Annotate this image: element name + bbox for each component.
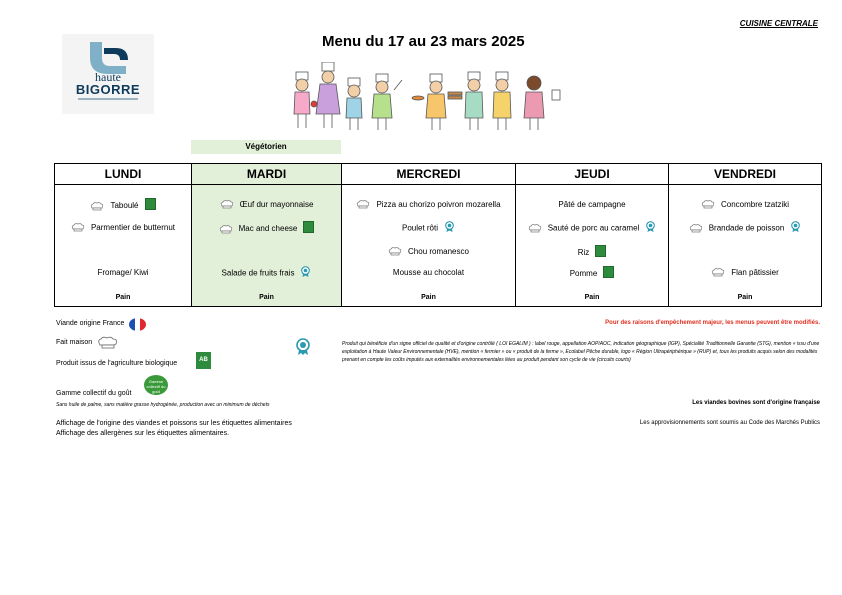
dish-name: Mousse au chocolat <box>392 268 465 277</box>
logo-text-haute: haute <box>95 70 121 84</box>
quality-sign-text: Produit qui bénéficie d'un signe officiel de qualité et d'origine contrôlé ( LOI EGALIM ) : label rouge, appellation AOP/AOC, indication géographique (IGP), Spécialité Traditionnelle Garantie (STG), mention « issu d'une exploitation à Haute Valeur Environnementale (HVE), mention « fermier » ou « produit de la ferme », Ecolabel Pêche durable, logo « Région Ultrapériphérique » (RUP) et, tous les produits acquis selon des modalités prenant en compte les coûts imputés aux externalités environnementales liées au produit pendant son cycle de vie (circuits courts) <box>342 341 820 363</box>
chef-hat-icon <box>356 200 370 209</box>
day-header-jeudi: JEUDI <box>516 164 669 185</box>
day-cell-jeudi <box>516 185 669 307</box>
taste-range-bubble-icon: Gamme collectif du goût <box>144 375 168 395</box>
kid-8 <box>524 76 560 130</box>
legend-taste-range: Gamme collectif du goût <box>56 390 132 397</box>
dish-name: Œuf dur mayonnaise <box>239 200 314 209</box>
logo-underline <box>78 98 138 100</box>
kid-7 <box>493 72 511 130</box>
chef-hat-icon <box>220 200 234 209</box>
bread-label: Pain <box>421 294 436 301</box>
bread-label: Pain <box>584 294 600 301</box>
menu-change-warning: Pour des raisons d'empêchement majeur, les menus peuvent être modifiés. <box>605 320 820 326</box>
dish-item <box>342 268 515 277</box>
day-cell-lundi <box>55 185 192 307</box>
origin-display-text: Affichage de l'origine des viandes et poissons sur les étiquettes alimentaires <box>56 420 292 427</box>
quality-label-icon <box>444 221 455 232</box>
quality-label-icon <box>295 338 311 356</box>
chef-hat-icon <box>689 224 703 233</box>
chef-hat-icon <box>701 200 715 209</box>
dish-row <box>55 185 822 307</box>
dish-name: Parmentier de butternut <box>90 223 176 232</box>
dish-name: Chou romanesco <box>408 247 469 256</box>
kid-1 <box>294 72 317 128</box>
chef-hat-icon <box>388 247 402 256</box>
dish-name: Sauté de porc au caramel <box>547 223 640 233</box>
organic-icon <box>603 266 614 278</box>
dish-item <box>516 223 668 234</box>
bread-label: Pain <box>115 294 131 301</box>
dish-item <box>55 223 191 232</box>
cooking-kids-illustration <box>290 62 572 134</box>
dish-item <box>192 223 341 235</box>
day-cell-mercredi <box>342 185 516 307</box>
dish-item <box>192 200 341 209</box>
dish-item <box>516 200 668 209</box>
dish-name: Pomme <box>569 269 598 279</box>
kid-6 <box>448 72 483 130</box>
dish-item <box>55 268 191 277</box>
organic-icon <box>595 245 606 257</box>
dish-name: Concombre tzatziki <box>720 200 790 209</box>
legend-organic: Produit issus de l'agriculture biologique <box>56 360 178 367</box>
dish-item <box>516 268 668 280</box>
day-header-mardi: MARDI <box>192 164 342 185</box>
chef-hat-icon <box>528 224 542 233</box>
kid-5 <box>412 74 446 130</box>
dish-name: Flan pâtissier <box>731 268 779 277</box>
day-cell-vendredi <box>669 185 822 307</box>
taste-range-note: Sans huile de palme, sans matière grasse hydrogénée, production avec un minimum de déchets <box>56 402 270 408</box>
dish-name: Salade de fruits frais <box>221 268 295 278</box>
page-title: Menu du 17 au 23 mars 2025 <box>322 33 525 50</box>
quality-label-icon <box>300 266 311 277</box>
beef-origin-note: Les viandes bovines sont d'origine française <box>692 400 820 406</box>
kid-3 <box>346 78 362 130</box>
day-header-vendredi: VENDREDI <box>669 164 822 185</box>
dish-item <box>342 223 515 234</box>
dish-name: Pâté de campagne <box>558 200 626 209</box>
public-market-note: Les approvisionnements sont soumis au Code des Marchés Publics <box>639 420 820 426</box>
quality-label-icon <box>645 221 656 232</box>
logo-text-bigorre: BIGORRE <box>75 82 141 97</box>
bread-label: Pain <box>259 294 274 301</box>
bread-label: Pain <box>737 294 753 301</box>
dish-item <box>669 223 821 234</box>
dish-name: Taboulé <box>110 201 139 211</box>
dish-item <box>669 268 821 277</box>
dish-item <box>55 200 191 212</box>
vegetarian-day-label: Végétorien <box>191 140 341 154</box>
kitchen-label: CUISINE CENTRALE <box>739 19 818 28</box>
organic-ab-icon: AB <box>196 352 211 369</box>
allergen-display-text: Affichage des allergènes sur les étiquettes alimentaires. <box>56 430 230 437</box>
dish-item <box>342 247 515 256</box>
quality-label-icon <box>790 221 801 232</box>
dish-name: Pizza au chorizo poivron mozarella <box>376 200 501 209</box>
menu-table <box>54 163 822 307</box>
chef-hat-icon <box>71 223 85 232</box>
dish-item <box>192 268 341 279</box>
chef-hat-icon <box>711 268 725 277</box>
legend-homemade: Fait maison <box>56 339 93 346</box>
kid-2 <box>316 62 340 128</box>
french-flag-icon <box>129 318 146 331</box>
dish-item <box>516 247 668 259</box>
day-header-row <box>55 164 822 185</box>
organic-icon <box>145 198 156 210</box>
dish-item <box>669 200 821 209</box>
day-header-lundi: LUNDI <box>55 164 192 185</box>
dish-name: Fromage/ Kiwi <box>97 268 149 277</box>
legend-french-meat: Viande origine France <box>56 320 125 327</box>
logo <box>62 34 154 114</box>
day-header-mercredi: MERCREDI <box>342 164 516 185</box>
dish-item <box>342 200 515 209</box>
day-cell-mardi <box>192 185 342 307</box>
dish-name: Poulet rôti <box>401 223 439 233</box>
organic-icon <box>303 221 314 233</box>
chef-hat-icon <box>97 336 119 349</box>
chef-hat-icon <box>219 225 233 234</box>
dish-name: Brandade de poisson <box>708 223 785 233</box>
dish-name: Riz <box>577 248 590 258</box>
dish-name: Mac and cheese <box>238 224 298 234</box>
chef-hat-icon <box>90 202 104 211</box>
kid-4 <box>372 74 402 130</box>
